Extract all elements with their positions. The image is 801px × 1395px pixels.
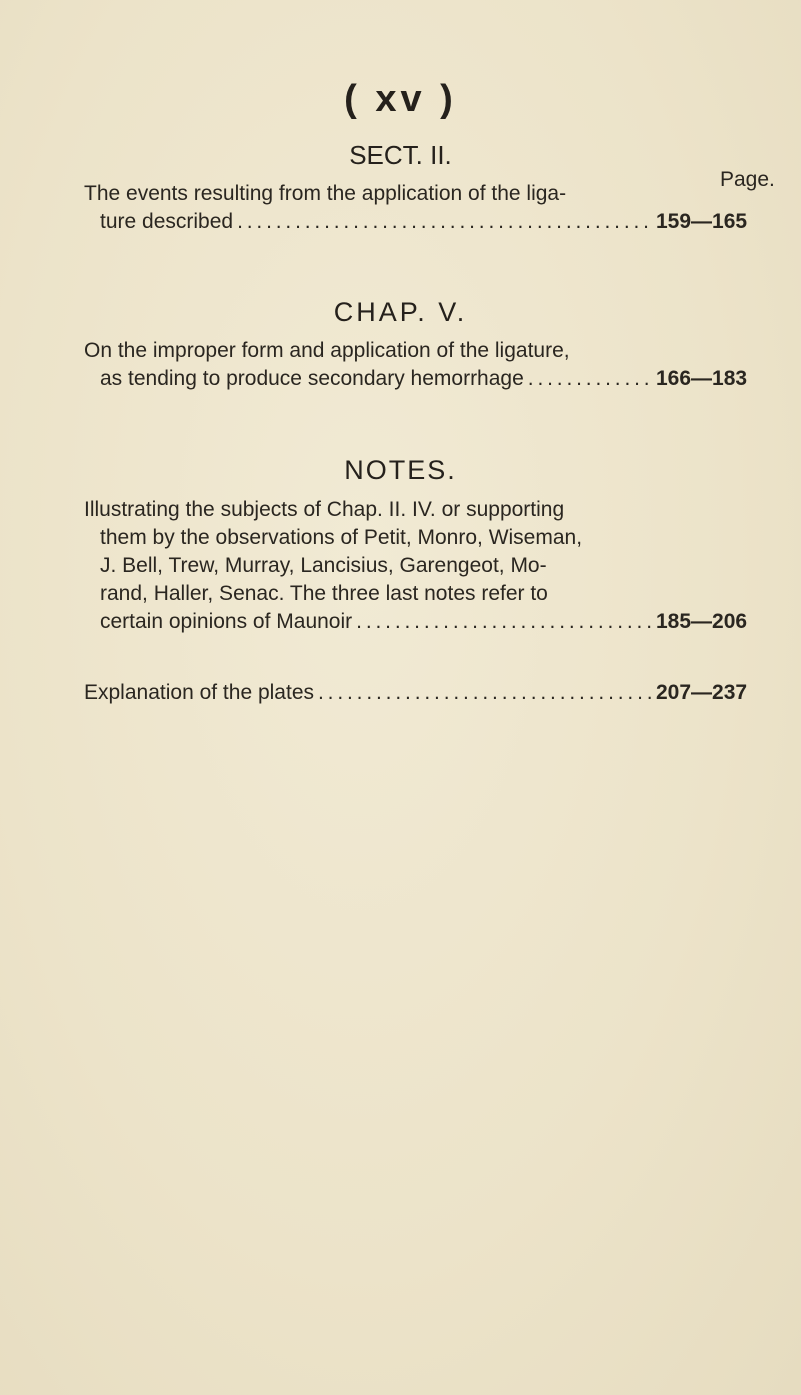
entry-text: as tending to produce secondary hemorrhage [100, 367, 524, 390]
page-range: 207—237 [656, 681, 748, 704]
section-heading: SECT. II. [349, 140, 452, 170]
chapter-heading: CHAP. V. [333, 297, 468, 327]
entry-last-line [84, 208, 760, 236]
entry-line: them by the observations of Petit, Monro, Wiseman, [100, 526, 583, 549]
entry-last-line [84, 679, 760, 707]
entry-text: ture described [100, 210, 234, 233]
entry-text: Explanation of the plates [84, 681, 314, 704]
entry-line: Illustrating the subjects of Chap. II. IV. or supporting [84, 498, 565, 521]
toc-entry [84, 180, 760, 236]
notes-heading: NOTES. [344, 455, 457, 485]
toc-entry [84, 337, 760, 393]
toc-entry [84, 496, 760, 636]
entry-line: J. Bell, Trew, Murray, Lancisius, Garengeot, Mo- [100, 554, 547, 577]
entry-line: The events resulting from the application of the liga- [84, 182, 567, 205]
entry-last-line [84, 608, 760, 636]
entry-last-line [84, 365, 760, 393]
dot-leader [237, 208, 652, 236]
page-range: 159—165 [656, 210, 748, 233]
dot-leader [528, 365, 652, 393]
toc-entry [84, 679, 760, 707]
page-column-label: Page. [720, 168, 775, 191]
entry-text: certain opinions of Maunoir [100, 610, 353, 633]
page-range: 166—183 [656, 367, 748, 390]
entry-line: On the improper form and application of the ligature, [84, 339, 570, 362]
dot-leader [318, 679, 652, 707]
dot-leader [356, 608, 652, 636]
page-range: 185—206 [656, 610, 748, 633]
page-number: ( xv ) [344, 78, 457, 120]
entry-line: rand, Haller, Senac. The three last notes refer to [100, 582, 548, 605]
